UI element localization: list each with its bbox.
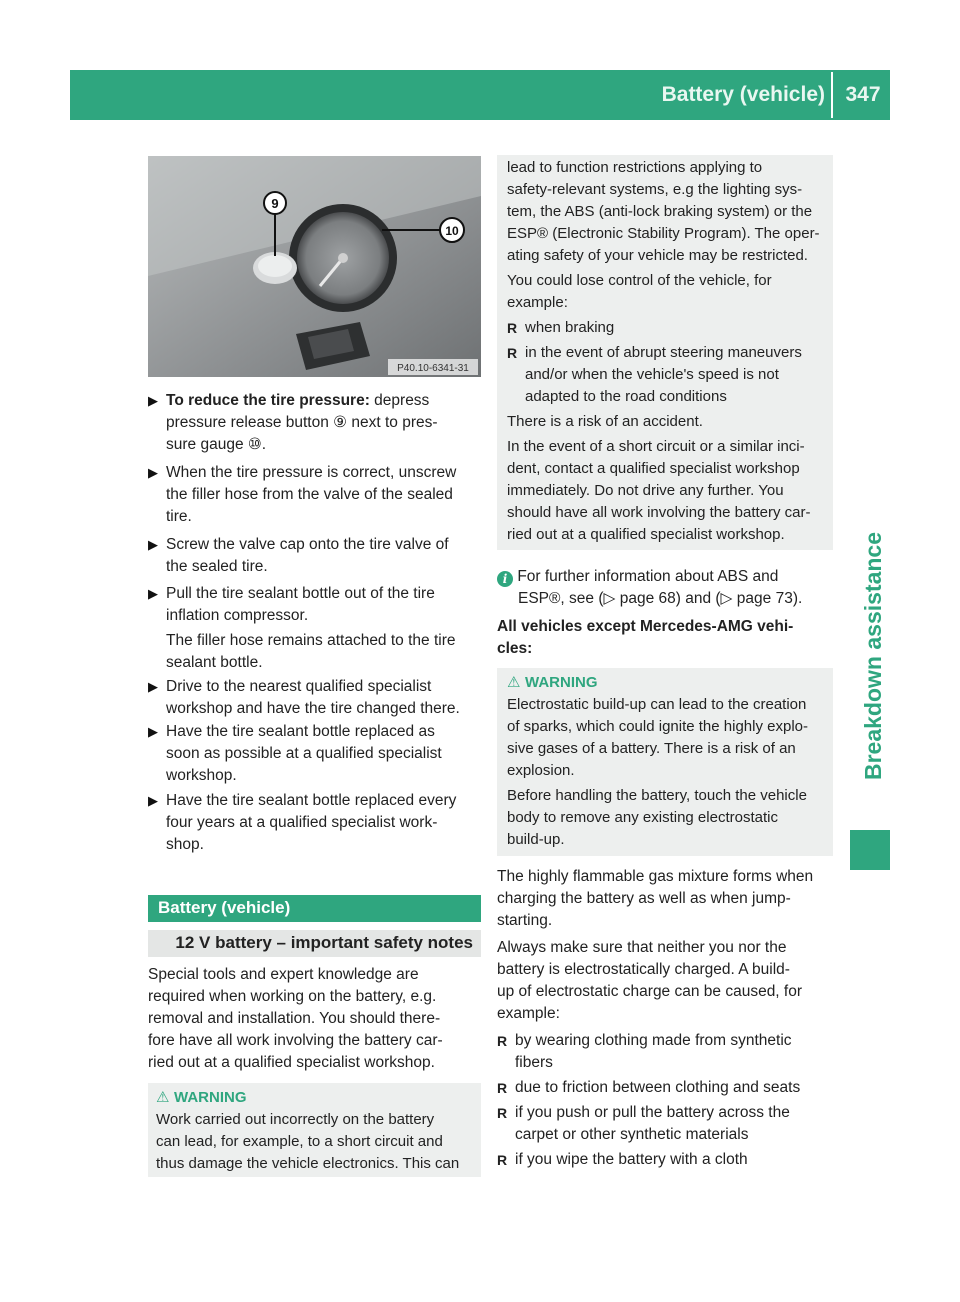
- warning-box-electrostatic: [497, 668, 833, 856]
- warning-bullet: R when braking: [507, 319, 615, 336]
- info-icon: i: [497, 571, 513, 587]
- warning-triangle-icon: ⚠: [156, 1089, 170, 1106]
- subheading-line: cles:: [497, 640, 533, 657]
- warning-line: You could lose control of the vehicle, for: [507, 272, 772, 289]
- callout-9-label: 9: [271, 196, 279, 211]
- info-note: [497, 566, 833, 610]
- warning-line: build-up.: [507, 831, 565, 848]
- warning-bullet: R in the event of abrupt steering maneuvers: [507, 344, 802, 361]
- step-pull-bottle: [148, 583, 481, 674]
- side-tab-label: Breakdown assistance: [860, 531, 886, 780]
- warning-line: can lead, for example, to a short circuit and: [156, 1133, 443, 1150]
- bullet-text: in the event of abrupt steering maneuvers: [525, 344, 802, 361]
- bullet-text: due to friction between clothing and seats: [515, 1079, 801, 1096]
- warning-line: immediately. Do not drive any further. You: [507, 482, 784, 499]
- step-line: When the tire pressure is correct, unscrew: [166, 464, 457, 481]
- step-line: The filler hose remains attached to the tire: [166, 632, 456, 649]
- step-line: workshop.: [166, 767, 237, 784]
- step-replace-bottle: [148, 721, 481, 787]
- warning-line: ESP® (Electronic Stability Program). The oper-: [507, 225, 820, 242]
- paragraph-line: Special tools and expert knowledge are: [148, 966, 419, 983]
- step-line: the filler hose from the valve of the sealed: [166, 486, 453, 503]
- bullet-text: by wearing clothing made from synthetic: [515, 1032, 792, 1049]
- step-arrow-icon: ▶: [148, 393, 158, 408]
- warning-risk-text: There is a risk of an accident.: [507, 413, 703, 430]
- warning-line: tem, the ABS (anti-lock braking system) or the: [507, 203, 813, 220]
- list-item: R if you push or pull the battery across the: [497, 1104, 790, 1121]
- step-arrow-icon: ▶: [148, 793, 158, 808]
- step-line: soon as possible at a qualified specialist: [166, 745, 442, 762]
- warning-line: lead to function restrictions applying to: [507, 159, 763, 176]
- step-arrow-icon: ▶: [148, 537, 158, 552]
- step-arrow-icon: ▶: [148, 586, 158, 601]
- flammable-gas-paragraph: [497, 866, 833, 932]
- compressor-illustration: [148, 156, 481, 377]
- subsection-heading-safety-notes: 12 V battery – important safety notes: [148, 930, 481, 957]
- paragraph-line: charging the battery as well as when jump-: [497, 890, 791, 907]
- step-line: inflation compressor.: [166, 607, 309, 624]
- step-line: sealant bottle.: [166, 654, 263, 671]
- step-line: shop.: [166, 836, 204, 853]
- step-drive-workshop: [148, 676, 481, 720]
- warning-label: WARNING: [174, 1089, 247, 1106]
- step-line: tire.: [166, 508, 192, 525]
- warning-line: In the event of a short circuit or a similar inci-: [507, 438, 805, 455]
- warning-line: Work carried out incorrectly on the battery: [156, 1111, 435, 1128]
- step-line: Have the tire sealant bottle replaced as: [166, 723, 435, 740]
- warning-line: ried out at a qualified specialist workshop.: [507, 526, 785, 543]
- side-tab-marker: [850, 830, 890, 870]
- step-line: depress: [369, 392, 430, 409]
- page-header-title: Battery (vehicle): [661, 83, 825, 106]
- step-arrow-icon: ▶: [148, 679, 158, 694]
- list-item: R if you wipe the battery with a cloth: [497, 1151, 748, 1168]
- header-separator: [831, 72, 833, 118]
- electrostatic-paragraph: [497, 937, 833, 1025]
- bullet-text: when braking: [525, 319, 615, 336]
- paragraph-line: Always make sure that neither you nor the: [497, 939, 787, 956]
- bullet-text: adapted to the road conditions: [525, 388, 727, 405]
- step-line: workshop and have the tire changed there.: [166, 700, 460, 717]
- step-unscrew-hose: [148, 462, 481, 528]
- warning-box-battery-work: [148, 1083, 481, 1177]
- info-line: For further information about ABS and: [517, 568, 779, 585]
- step-screw-cap: [148, 534, 481, 578]
- warning-line: explosion.: [507, 762, 575, 779]
- warning-line: dent, contact a qualified specialist workshop: [507, 460, 800, 477]
- paragraph-line: up of electrostatic charge can be caused, for: [497, 983, 803, 1000]
- step-line: Pull the tire sealant bottle out of the tire: [166, 585, 435, 602]
- warning-line: should have all work involving the battery car-: [507, 504, 811, 521]
- bullet-text: fibers: [515, 1054, 553, 1071]
- warning-triangle-icon: ⚠: [507, 674, 521, 691]
- step-lead: To reduce the tire pressure:: [166, 392, 370, 409]
- page-number: 347: [845, 83, 881, 106]
- step-line: sure gauge ⑩.: [166, 436, 267, 453]
- callout-10-label: 10: [445, 224, 459, 238]
- electrostatic-causes-list: [497, 1030, 833, 1171]
- warning-line: Electrostatic build-up can lead to the creation: [507, 696, 807, 713]
- warning-line: ating safety of your vehicle may be restricted.: [507, 247, 808, 264]
- paragraph-line: example:: [497, 1005, 560, 1022]
- step-arrow-icon: ▶: [148, 724, 158, 739]
- warning-label: WARNING: [525, 674, 598, 691]
- tire-inflation-figure: [148, 156, 481, 377]
- vehicle-subheading: [497, 616, 833, 660]
- warning-line: example:: [507, 294, 568, 311]
- step-line: the sealed tire.: [166, 558, 268, 575]
- paragraph-line: starting.: [497, 912, 553, 929]
- step-replace-every-four-years: [148, 790, 481, 856]
- paragraph-line: The highly flammable gas mixture forms when: [497, 868, 814, 885]
- paragraph-line: removal and installation. You should there-: [148, 1010, 441, 1027]
- step-line: Have the tire sealant bottle replaced every: [166, 792, 457, 809]
- warning-line: of sparks, which could ignite the highly explo-: [507, 718, 808, 735]
- warning-line: Before handling the battery, touch the vehicle: [507, 787, 807, 804]
- step-line: Drive to the nearest qualified specialist: [166, 678, 432, 695]
- figure-code: P40.10-6341-31: [397, 363, 469, 374]
- list-item: R by wearing clothing made from synthetic: [497, 1032, 792, 1049]
- paragraph-line: fore have all work involving the battery car-: [148, 1032, 443, 1049]
- paragraph-line: battery is electrostatically charged. A build-: [497, 961, 790, 978]
- step-line: Screw the valve cap onto the tire valve of: [166, 536, 449, 553]
- bullet-text: if you wipe the battery with a cloth: [515, 1151, 748, 1168]
- subheading-line: All vehicles except Mercedes-AMG vehi-: [497, 618, 794, 635]
- info-line: ESP®, see (▷ page 68) and (▷ page 73).: [518, 590, 803, 607]
- paragraph-line: ried out at a qualified specialist workshop.: [148, 1054, 435, 1071]
- step-line: pressure release button ⑨ next to pres-: [166, 414, 438, 431]
- list-item: R due to friction between clothing and seats: [497, 1079, 801, 1096]
- bullet-text: carpet or other synthetic materials: [515, 1126, 749, 1143]
- bullet-text: and/or when the vehicle's speed is not: [525, 366, 779, 383]
- warning-line: safety-relevant systems, e.g the lighting sys-: [507, 181, 803, 198]
- step-reduce-pressure: [148, 390, 481, 456]
- bullet-text: if you push or pull the battery across the: [515, 1104, 790, 1121]
- warning-line: sive gases of a battery. There is a risk of an: [507, 740, 796, 757]
- warning-line: thus damage the vehicle electronics. This can: [156, 1155, 460, 1172]
- section-heading-battery: Battery (vehicle): [148, 895, 481, 922]
- paragraph-line: required when working on the battery, e.g.: [148, 988, 437, 1005]
- intro-paragraph: [148, 964, 481, 1074]
- step-arrow-icon: ▶: [148, 465, 158, 480]
- step-line: four years at a qualified specialist work-: [166, 814, 438, 831]
- warning-box-battery-work-continued: [497, 155, 833, 550]
- warning-line: body to remove any existing electrostatic: [507, 809, 778, 826]
